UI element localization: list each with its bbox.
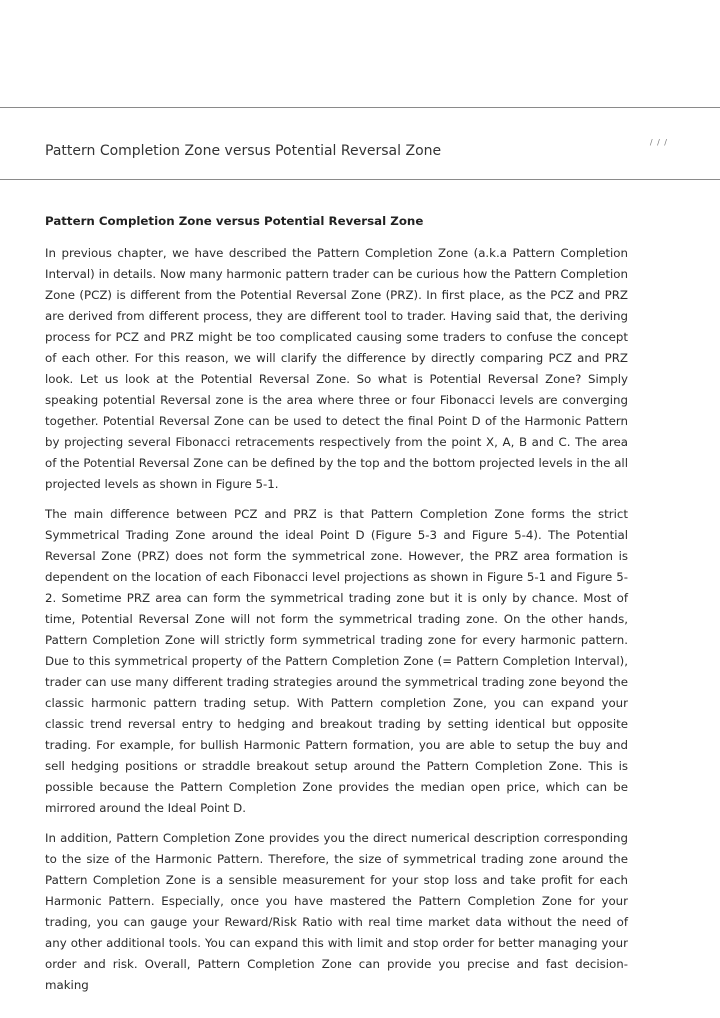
header-top-rule bbox=[0, 107, 720, 108]
page-marker: / / / bbox=[649, 138, 668, 147]
header-bottom-rule bbox=[0, 179, 720, 180]
document-body bbox=[45, 211, 628, 1005]
running-header-title: Pattern Completion Zone versus Potential Reversal Zone bbox=[45, 143, 442, 159]
paragraph-1: In previous chapter, we have described the Pattern Completion Zone (a.k.a Pattern Completion Interval) in details. Now many harmonic pattern trader can be curious how the Pattern Completion Zone (PCZ) is different from the Potential Reversal Zone (PRZ). In first place, as the PCZ and PRZ are derived from different process, they are different tool to trader. Having said that, the deriving process for PCZ and PRZ might be too complicated causing some traders to confuse the concept of each other. For this reason, we will clarify the difference by directly comparing PCZ and PRZ look. Let us look at the Potential Reversal Zone. So what is Potential Reversal Zone? Simply speaking potential Reversal zone is the area where three or four Fibonacci levels are converging together. Potential Reversal Zone can be used to detect the final Point D of the Harmonic Pattern by projecting several Fibonacci retracements respectively from the point X, A, B and C. The area of the Potential Reversal Zone can be defined by the top and the bottom projected levels in the all projected levels as shown in Figure 5-1. bbox=[45, 246, 628, 491]
paragraph-2: The main difference between PCZ and PRZ is that Pattern Completion Zone forms the strict Symmetrical Trading Zone around the ideal Point D (Figure 5-3 and Figure 5-4). The Potential Reversal Zone (PRZ) does not form the symmetrical zone. However, the PRZ area formation is dependent on the location of each Fibonacci level projections as shown in Figure 5-1 and Figure 5-2. Sometime PRZ area can form the symmetrical trading zone but it is only by chance. Most of time, Potential Reversal Zone will not form the symmetrical trading zone. On the other hands, Pattern Completion Zone will strictly form symmetrical trading zone for every harmonic pattern. Due to this symmetrical property of the Pattern Completion Zone (= Pattern Completion Interval), trader can use many different trading strategies around the symmetrical trading zone beyond the classic harmonic pattern trading setup. With Pattern completion Zone, you can expand your classic trend reversal entry to hedging and breakout trading by setting identical but opposite trading. For example, for bullish Harmonic Pattern formation, you are able to setup the buy and sell hedging positions or straddle breakout setup around the Pattern Completion Zone. This is possible because the Pattern Completion Zone provides the median open price, which can be mirrored around the Ideal Point D. bbox=[45, 507, 628, 815]
section-heading: Pattern Completion Zone versus Potential Reversal Zone bbox=[45, 214, 424, 228]
paragraph-3: In addition, Pattern Completion Zone provides you the direct numerical description corresponding to the size of the Harmonic Pattern. Therefore, the size of symmetrical trading zone around the Pattern Completion Zone is a sensible measurement for your stop loss and take profit for each Harmonic Pattern. Especially, once you have mastered the Pattern Completion Zone for your trading, you can gauge your Reward/Risk Ratio with real time market data without the need of any other additional tools. You can expand this with limit and stop order for better managing your order and risk. Overall, Pattern Completion Zone can provide you precise and fast decision-making bbox=[45, 831, 628, 992]
